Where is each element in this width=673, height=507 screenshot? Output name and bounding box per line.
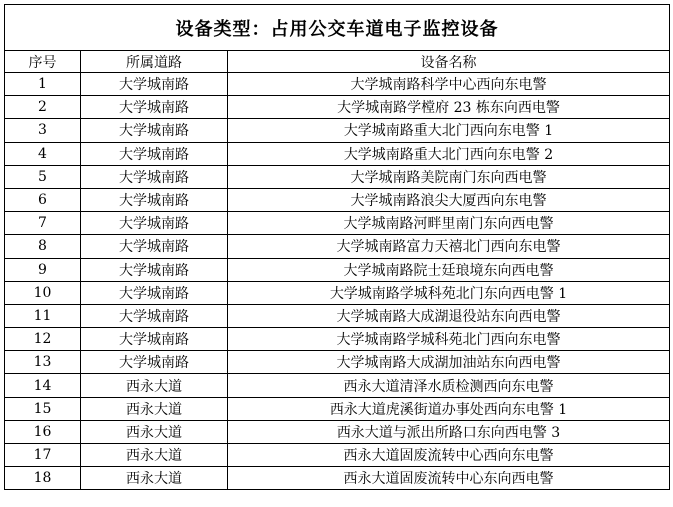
row-number: 12 bbox=[5, 328, 81, 351]
row-number: 11 bbox=[5, 304, 81, 327]
row-number: 16 bbox=[5, 420, 81, 443]
row-device-name: 大学城南路重大北门西向东电警 2 bbox=[228, 142, 670, 165]
header-row bbox=[5, 51, 670, 73]
row-device-name: 大学城南路院士廷琅境东向西电警 bbox=[228, 258, 670, 281]
row-device-name: 大学城南路河畔里南门东向西电警 bbox=[228, 212, 670, 235]
row-road: 西永大道 bbox=[81, 374, 228, 397]
table-row bbox=[5, 142, 670, 165]
row-number: 5 bbox=[5, 165, 81, 188]
row-number: 14 bbox=[5, 374, 81, 397]
row-road: 大学城南路 bbox=[81, 281, 228, 304]
row-number: 4 bbox=[5, 142, 81, 165]
row-device-name: 大学城南路浪尖大厦西向东电警 bbox=[228, 188, 670, 211]
row-device-name: 西永大道固废流转中心西向东电警 bbox=[228, 444, 670, 467]
row-number: 17 bbox=[5, 444, 81, 467]
row-number: 6 bbox=[5, 188, 81, 211]
row-road: 大学城南路 bbox=[81, 188, 228, 211]
row-device-name: 西永大道虎溪街道办事处西向东电警 1 bbox=[228, 397, 670, 420]
row-number: 15 bbox=[5, 397, 81, 420]
device-table bbox=[4, 4, 670, 490]
row-device-name: 大学城南路富力天禧北门西向东电警 bbox=[228, 235, 670, 258]
table-row bbox=[5, 235, 670, 258]
table-row bbox=[5, 351, 670, 374]
row-road: 大学城南路 bbox=[81, 258, 228, 281]
row-device-name: 大学城南路学城科苑北门西向东电警 bbox=[228, 328, 670, 351]
header-device-name: 设备名称 bbox=[228, 51, 670, 73]
row-road: 西永大道 bbox=[81, 467, 228, 490]
title-row bbox=[5, 5, 670, 51]
row-device-name: 西永大道与派出所路口东向西电警 3 bbox=[228, 420, 670, 443]
row-road: 大学城南路 bbox=[81, 96, 228, 119]
row-number: 10 bbox=[5, 281, 81, 304]
table-row bbox=[5, 258, 670, 281]
row-number: 7 bbox=[5, 212, 81, 235]
table-row bbox=[5, 444, 670, 467]
row-road: 大学城南路 bbox=[81, 142, 228, 165]
row-road: 大学城南路 bbox=[81, 328, 228, 351]
header-no: 序号 bbox=[5, 51, 81, 73]
row-device-name: 大学城南路学樘府 23 栋东向西电警 bbox=[228, 96, 670, 119]
row-number: 1 bbox=[5, 73, 81, 96]
row-device-name: 大学城南路学城科苑北门东向西电警 1 bbox=[228, 281, 670, 304]
table-body bbox=[5, 73, 670, 490]
table-row bbox=[5, 212, 670, 235]
table-row bbox=[5, 96, 670, 119]
row-device-name: 西永大道固废流转中心东向西电警 bbox=[228, 467, 670, 490]
row-road: 大学城南路 bbox=[81, 351, 228, 374]
row-number: 2 bbox=[5, 96, 81, 119]
table-row bbox=[5, 304, 670, 327]
row-road: 大学城南路 bbox=[81, 304, 228, 327]
row-number: 8 bbox=[5, 235, 81, 258]
table-row bbox=[5, 467, 670, 490]
row-road: 大学城南路 bbox=[81, 165, 228, 188]
table-title: 设备类型：占用公交车道电子监控设备 bbox=[5, 5, 670, 51]
table-row bbox=[5, 328, 670, 351]
table-row bbox=[5, 119, 670, 142]
row-device-name: 大学城南路美院南门东向西电警 bbox=[228, 165, 670, 188]
row-road: 大学城南路 bbox=[81, 119, 228, 142]
row-road: 大学城南路 bbox=[81, 235, 228, 258]
row-device-name: 大学城南路大成湖加油站东向西电警 bbox=[228, 351, 670, 374]
table-row bbox=[5, 188, 670, 211]
row-road: 西永大道 bbox=[81, 444, 228, 467]
row-device-name: 大学城南路重大北门西向东电警 1 bbox=[228, 119, 670, 142]
row-road: 大学城南路 bbox=[81, 73, 228, 96]
row-number: 18 bbox=[5, 467, 81, 490]
row-device-name: 大学城南路大成湖退役站东向西电警 bbox=[228, 304, 670, 327]
row-number: 9 bbox=[5, 258, 81, 281]
row-device-name: 大学城南路科学中心西向东电警 bbox=[228, 73, 670, 96]
row-number: 3 bbox=[5, 119, 81, 142]
row-road: 西永大道 bbox=[81, 420, 228, 443]
table-row bbox=[5, 374, 670, 397]
table-row bbox=[5, 420, 670, 443]
row-road: 西永大道 bbox=[81, 397, 228, 420]
table-row bbox=[5, 281, 670, 304]
header-road: 所属道路 bbox=[81, 51, 228, 73]
row-road: 大学城南路 bbox=[81, 212, 228, 235]
row-device-name: 西永大道清泽水质检测西向东电警 bbox=[228, 374, 670, 397]
table-row bbox=[5, 73, 670, 96]
table-row bbox=[5, 397, 670, 420]
row-number: 13 bbox=[5, 351, 81, 374]
table-row bbox=[5, 165, 670, 188]
